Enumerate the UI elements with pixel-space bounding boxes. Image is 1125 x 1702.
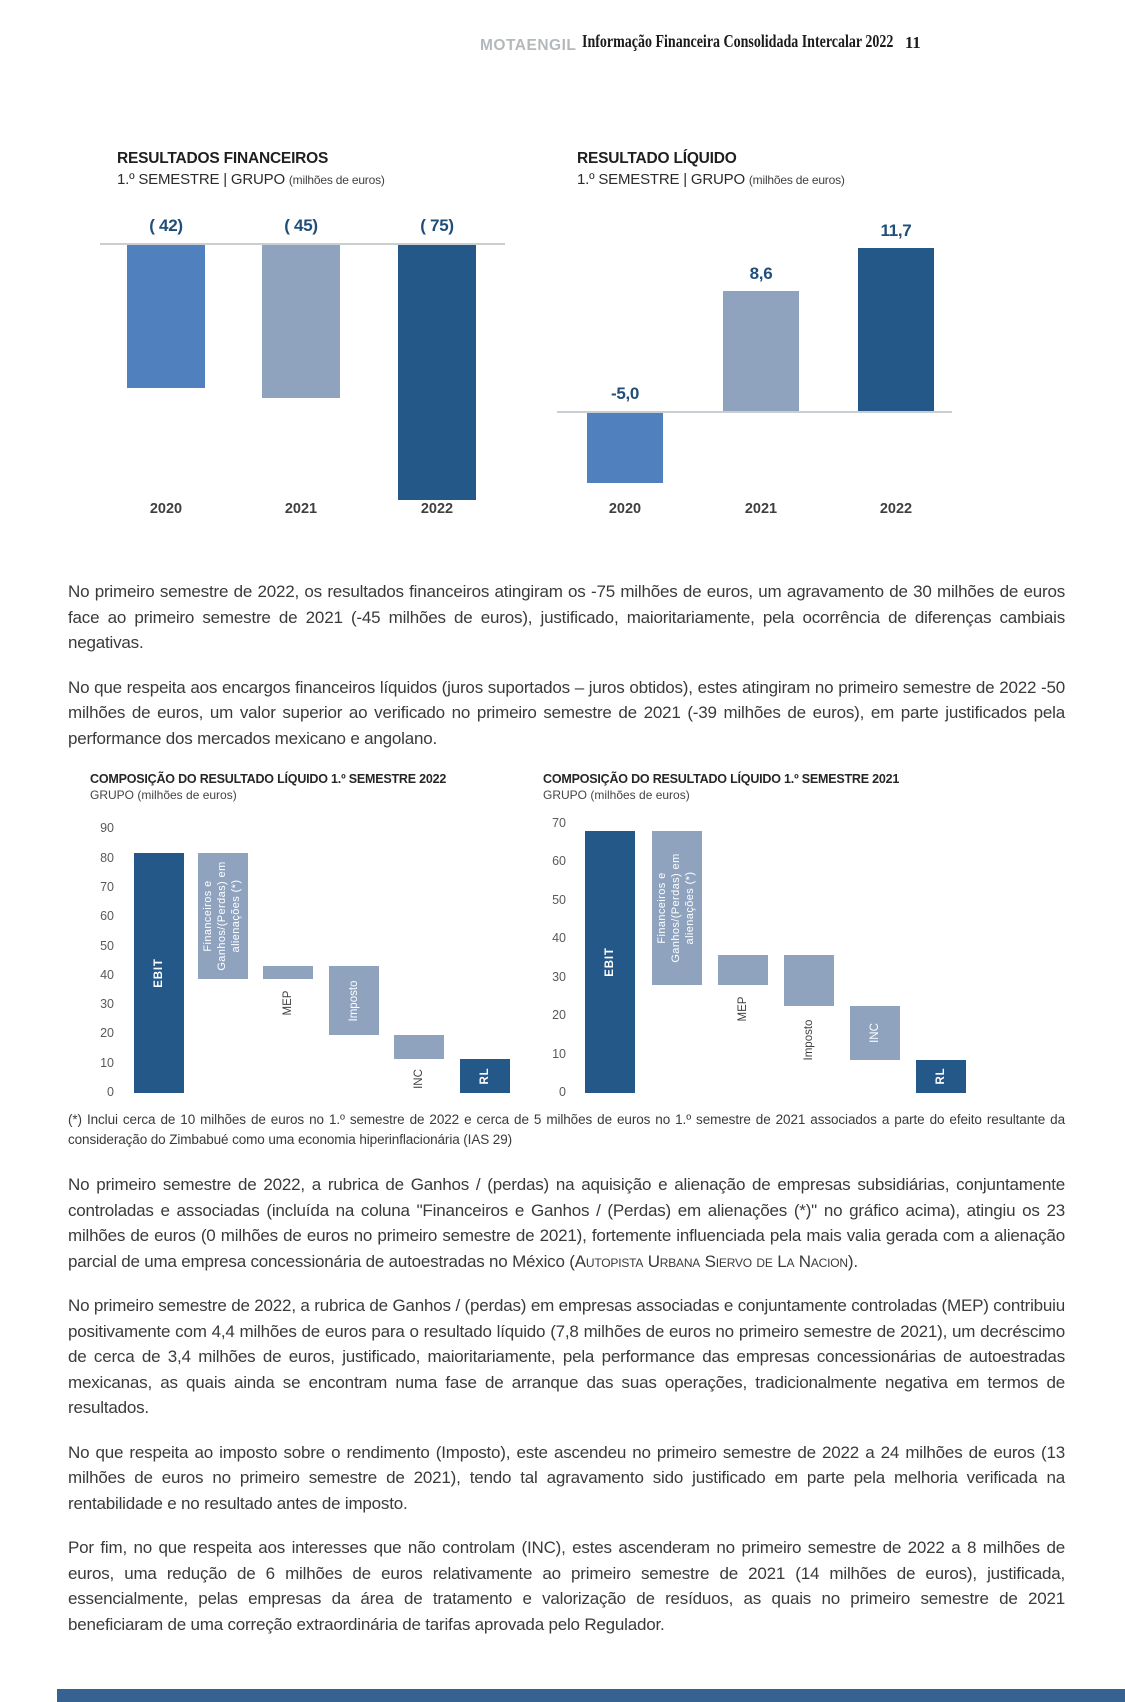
y-axis-tick-label: 80 — [100, 850, 114, 865]
waterfall-bar-label: RL — [935, 1067, 947, 1085]
bar-value-label: ( 42) — [149, 216, 183, 235]
bar-value-label: 11,7 — [880, 221, 912, 240]
waterfall-subtitle: GRUPO (milhões de euros) — [90, 788, 237, 802]
waterfall-bar — [784, 955, 834, 1006]
x-axis-label: 2021 — [744, 501, 778, 517]
paragraph-gains-on-disposals — [68, 1172, 1065, 1274]
y-axis-tick-label: 10 — [552, 1046, 566, 1061]
footer-band — [57, 1689, 1125, 1702]
y-axis-tick-label: 30 — [552, 969, 566, 984]
waterfall-bar — [263, 966, 313, 979]
waterfall-bar-label: MEP — [282, 990, 294, 1016]
chart-header-resultados-financeiros — [117, 150, 385, 188]
y-axis-tick-label: 50 — [100, 938, 114, 953]
chart-unit-note: (milhões de euros) — [288, 173, 385, 187]
chart-subtitle — [117, 171, 385, 188]
y-axis-tick-label: 60 — [100, 909, 114, 924]
y-axis-tick-label: 60 — [552, 854, 566, 868]
y-axis-tick-label: 20 — [100, 1026, 114, 1041]
waterfall-bar-label: MEP — [737, 996, 749, 1022]
waterfall-bar-label: Financeiros e Ganhos/(Perdas) em alienações (*) — [202, 861, 242, 971]
chart-footnote: (*) Inclui cerca de 10 milhões de euros no 1.º semestre de 2022 e cerca de 5 milhões de euros no 1.º semestre de 2021 associados a parte do efeito resultante da consideração do Zimbabué como uma economia hiperinflacionária (IAS 29) — [68, 1112, 1065, 1147]
waterfall-bar-label: EBIT — [604, 947, 616, 977]
chart-subtitle-text: 1.º SEMESTRE | GRUPO — [577, 171, 745, 188]
body-text-block-1 — [68, 579, 1065, 770]
x-axis-label: 2021 — [284, 501, 318, 517]
chart-subtitle-text: 1.º SEMESTRE | GRUPO — [117, 171, 285, 188]
y-axis-tick-label: 10 — [100, 1055, 114, 1070]
paragraph-net-financial-charges: No que respeita aos encargos financeiros líquidos (juros suportados – juros obtidos), estes atingiram no primeiro semestre de 2022 -50 milhões de euros, um valor superior ao verificado no primeiro semestre de 2021 (-39 milhões de euros), em parte justificados pela performance dos mercados mexicano e angolano. — [68, 677, 1065, 748]
paragraph-mep: No primeiro semestre de 2022, a rubrica de Ganhos / (perdas) em empresas associadas e conjuntamente controladas (MEP) contribuiu positivamente com 4,4 milhões de euros para o resultado líquido (7,8 milhões de euros no primeiro semestre de 2021), um decréscimo de cerca de 3,4 milhões de euros, justificado, maioritariamente, pela performance das empresas concessionárias de autoestradas mexicanas, as quais ainda se encontram numa fase de arranque das suas operações, tradicionalmente negativa em termos de resultados. — [68, 1296, 1065, 1417]
y-axis-tick-label: 40 — [552, 931, 566, 945]
y-axis-tick-label: 50 — [552, 892, 566, 907]
waterfall-title: COMPOSIÇÃO DO RESULTADO LÍQUIDO 1.º SEMESTRE 2021 — [543, 772, 900, 786]
x-axis-label: 2020 — [608, 501, 642, 517]
waterfall-bar-label: INC — [413, 1068, 425, 1089]
document-title: Informação Financeira Consolidada Intercalar 2022 — [582, 31, 894, 51]
waterfall-bar — [394, 1035, 444, 1058]
waterfall-header-2021 — [543, 772, 899, 802]
waterfall-bar-label: INC — [869, 1023, 881, 1043]
chart-bar — [127, 245, 205, 388]
y-axis-tick-label: 40 — [100, 967, 114, 982]
waterfall-header-2022 — [90, 772, 446, 802]
waterfall-bar-label: EBIT — [153, 958, 165, 988]
y-axis-tick-label: 30 — [100, 997, 114, 1012]
chart-title: RESULTADOS FINANCEIROS — [117, 150, 329, 167]
paragraph-imposto: No que respeita ao imposto sobre o rendimento (Imposto), este ascendeu no primeiro semestre de 2022 a 24 milhões de euros (13 milhões de euros no primeiro semestre de 2021), tendo tal agravamento sido justificado em parte pela melhoria verificada na rentabilidade e no resultado antes de imposto. — [68, 1442, 1065, 1513]
waterfall-bar-label: RL — [479, 1067, 491, 1085]
bar-value-label: 8,6 — [749, 264, 773, 283]
chart-unit-note: (milhões de euros) — [748, 173, 845, 187]
y-axis-tick-label: 20 — [552, 1008, 566, 1022]
chart-title: RESULTADO LÍQUIDO — [577, 150, 737, 167]
bar-value-label: ( 45) — [284, 216, 318, 235]
chart-subtitle — [577, 171, 845, 188]
y-axis-tick-label: 70 — [552, 815, 566, 830]
y-axis-tick-label: 0 — [559, 1085, 566, 1099]
paragraph-inc: Por fim, no que respeita aos interesses que não controlam (INC), estes ascenderam no primeiro semestre de 2022 a 8 milhões de euros, uma redução de 6 milhões de euros relativamente ao primeiro semestre de 2021 (14 milhões de euros), justificada, essencialmente, pelas empresas da área de tratamento e valorização de resíduos, as quais no primeiro semestre de 2021 beneficiaram de uma correção extraordinária de tarifas aprovada pelo Regulador. — [68, 1538, 1065, 1634]
waterfall-title: COMPOSIÇÃO DO RESULTADO LÍQUIDO 1.º SEMESTRE 2022 — [90, 772, 447, 786]
chart-bar — [398, 245, 476, 500]
waterfall-bar-label: Imposto — [803, 1019, 815, 1061]
x-axis-label: 2022 — [879, 501, 913, 517]
paragraph-text: No primeiro semestre de 2022, a rubrica de Ganhos / (perdas) na aquisição e alienação de empresas subsidiárias, conjuntamente controladas e associadas (incluída na coluna "Financeiros e Ganhos / (Perdas) em alienações (*)" no gráfico acima), atingiu os 23 milhões de euros (0 milhões de euros no primeiro semestre de 2021), fortemente influenciada pela mais valia gerada com a alienação parcial de uma empresa concessionária de autoestradas no México ( — [68, 1175, 1065, 1271]
waterfall-bar-label: Imposto — [348, 980, 360, 1022]
bar-value-label: -5,0 — [610, 384, 640, 403]
y-axis-tick-label: 90 — [100, 821, 114, 836]
chart-bar — [723, 291, 799, 411]
waterfall-subtitle: GRUPO (milhões de euros) — [543, 788, 690, 802]
autopista-smallcaps-text: Autopista Urbana Siervo de La Nacion — [574, 1251, 848, 1271]
x-axis-label: 2022 — [420, 501, 454, 517]
y-axis-tick-label: 0 — [107, 1085, 114, 1099]
waterfall-bar — [718, 955, 768, 985]
page-number: 11 — [905, 33, 921, 52]
paragraph-text: ). — [847, 1251, 858, 1271]
paragraph-financial-results: No primeiro semestre de 2022, os resultados financeiros atingiram os -75 milhões de euros, um agravamento de 30 milhões de euros face ao primeiro semestre de 2021 (-45 milhões de euros), justificado, maioritariamente, pela ocorrência de diferenças cambiais negativas. — [68, 582, 1065, 652]
chart-bar — [262, 245, 340, 398]
waterfall-bar-label: Financeiros e Ganhos/(Perdas) em alienações (*) — [656, 853, 696, 963]
body-text-block-2 — [68, 1172, 1065, 1656]
y-axis-tick-label: 70 — [100, 879, 114, 894]
mota-engil-logo: MOTAENGIL — [480, 37, 577, 54]
x-axis-label: 2020 — [149, 501, 183, 517]
chart-bar — [858, 248, 934, 411]
chart-header-resultado-liquido — [577, 150, 845, 188]
bar-value-label: ( 75) — [420, 216, 454, 235]
chart-bar — [587, 413, 663, 483]
